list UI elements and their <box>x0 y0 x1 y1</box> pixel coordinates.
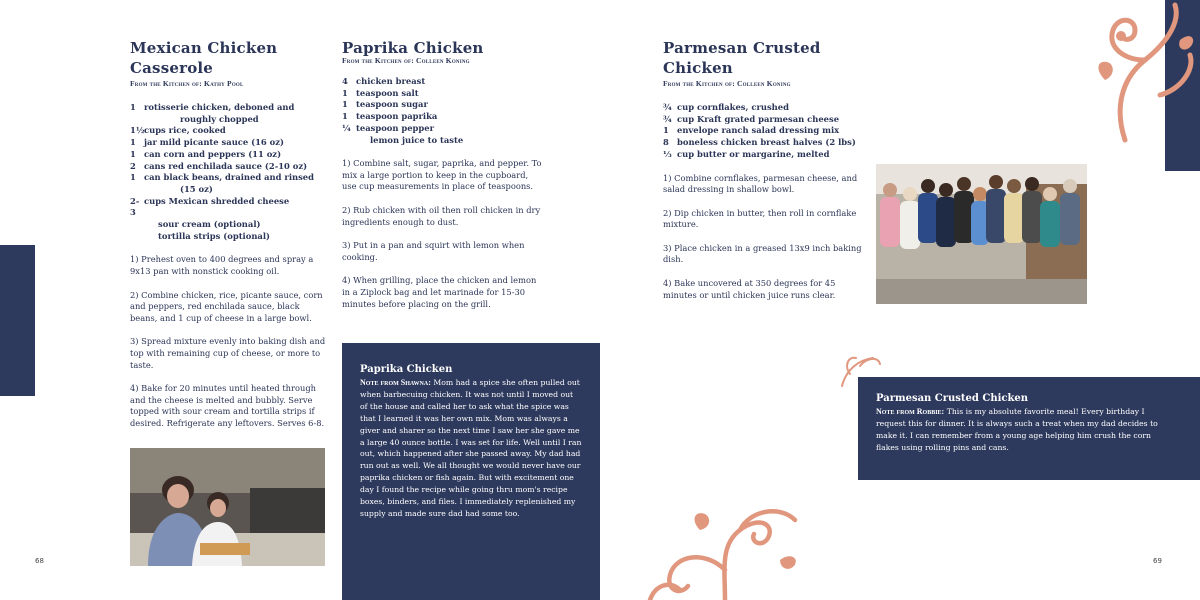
ingredient-text: roughly chopped <box>180 113 259 124</box>
steps <box>663 173 863 302</box>
note-title: Paprika Chicken <box>360 364 453 375</box>
ingredient-text: teaspoon pepper <box>356 122 435 133</box>
recipe-paprika-chicken <box>342 38 542 310</box>
ingredient-qty: 2 <box>130 160 136 171</box>
ingredient-qty: ¾ <box>663 102 672 112</box>
ingredient-text: cups rice, cooked <box>144 125 226 136</box>
step-1: 1) Combine salt, sugar, paprika, and pepper. To mix a large portion to keep in the cupboard, use cup measurements in place of teaspoons. <box>342 158 542 192</box>
ingredient-text: (15 oz) <box>180 183 213 194</box>
ingredient-qty: 1 <box>342 87 348 98</box>
ingredient-qty: 1 <box>342 111 348 122</box>
ingredient-text: rotisserie chicken, deboned and <box>144 102 295 112</box>
recipe-mexican-chicken <box>130 38 328 430</box>
ingredient-row <box>342 99 542 111</box>
ingredient-row <box>663 125 863 137</box>
ingredient-row <box>130 114 328 126</box>
note-body <box>876 406 1166 454</box>
note-panel-parmesan <box>858 377 1200 480</box>
ingredient-text: teaspoon salt <box>356 87 419 98</box>
page-number-left: 68 <box>35 557 44 565</box>
ingredient-qty: 1 <box>130 137 136 148</box>
ingredient-qty: 1 <box>130 102 136 112</box>
ingredient-text: teaspoon paprika <box>356 111 438 122</box>
ingredient-text: cups Mexican shredded cheese <box>144 195 290 206</box>
ingredient-row <box>130 172 328 184</box>
ingredient-row <box>663 137 863 149</box>
step-4: 4) When grilling, place the chicken and lemon in a Ziplock bag and let marinade for 15-30 minutes before placing on the grill. <box>342 275 537 309</box>
step-4: 4) Bake uncovered at 350 degrees for 45 minutes or until chicken juice runs clear. <box>663 278 836 300</box>
ingredient-text: cans red enchilada sauce (2-10 oz) <box>144 160 308 171</box>
ingredient-text: sour cream (optional) <box>158 219 261 230</box>
note-body <box>360 377 582 520</box>
recipe-kitchen: From the Kitchen of: Colleen Koning <box>342 56 470 65</box>
left-edge-tab <box>0 245 35 396</box>
ingredient-row <box>130 161 328 173</box>
ingredient-qty <box>130 231 144 243</box>
ingredient-list <box>342 76 542 146</box>
step-1: 1) Prehest oven to 400 degrees and spray a 9x13 pan with nonstick cooking oil. <box>130 254 314 277</box>
recipe-title: Paprika Chicken <box>342 39 484 57</box>
ingredient-text: envelope ranch salad dressing mix <box>677 125 840 136</box>
ingredient-row <box>130 137 328 149</box>
ingredient-row <box>130 196 328 219</box>
ingredient-qty: 8 <box>663 137 669 148</box>
ingredient-row <box>663 149 863 161</box>
ingredient-text: jar mild picante sauce (16 oz) <box>144 137 284 148</box>
note-panel-paprika <box>342 343 600 600</box>
ingredient-row <box>130 149 328 161</box>
ingredient-text: teaspoon sugar <box>356 99 428 110</box>
ingredient-qty: 4 <box>342 76 348 86</box>
ingredient-qty: 1 <box>663 125 669 136</box>
ingredient-qty: ¼ <box>342 122 351 133</box>
recipe-title: Mexican Chicken Casserole <box>130 39 278 77</box>
ingredient-qty <box>342 135 356 147</box>
ingredient-row <box>663 102 863 114</box>
step-3: 3) Place chicken in a greased 13x9 inch baking dish. <box>663 242 862 265</box>
recipe-kitchen: From the Kitchen of: Colleen Koning <box>663 79 791 88</box>
ingredient-list <box>663 102 863 161</box>
step-3: 3) Put in a pan and squirt with lemon when cooking. <box>342 240 525 262</box>
ingredient-text: cup butter or margarine, melted <box>677 148 830 159</box>
ingredient-text: can corn and peppers (11 oz) <box>144 148 282 159</box>
ingredient-text: tortilla strips (optional) <box>158 230 270 241</box>
ingredient-text: lemon juice to taste <box>370 134 464 145</box>
ingredient-row <box>130 125 328 137</box>
ingredient-row <box>130 219 328 231</box>
ingredient-qty: 1 <box>130 148 136 159</box>
ingredient-list <box>130 102 328 242</box>
flourish-bottom-icon <box>640 500 810 600</box>
steps <box>342 158 542 310</box>
ingredient-text: boneless chicken breast halves (2 lbs) <box>677 137 856 148</box>
ingredient-row <box>342 88 542 100</box>
ingredient-row <box>342 135 542 147</box>
recipe-title: Parmesan Crusted Chicken <box>663 39 821 77</box>
ingredient-text: chicken breast <box>356 76 426 86</box>
ingredient-row <box>342 76 542 88</box>
ingredient-row <box>130 231 328 243</box>
ingredient-row <box>663 114 863 126</box>
step-4: 4) Bake for 20 minutes until heated through and the cheese is melted and bubbly. Serve topped with sour cream and tortilla strips if desired. Refrigerate any leftovers. Serves 6-8. <box>130 383 325 428</box>
ingredient-qty <box>130 114 144 126</box>
ingredient-qty: 1 <box>342 99 348 110</box>
ingredient-row <box>130 102 328 114</box>
ingredient-text: cup Kraft grated parmesan cheese <box>677 113 840 124</box>
note-title: Parmesan Crusted Chicken <box>876 393 1029 404</box>
step-3: 3) Spread mixture evenly into baking dish and top with remaining cup of cheese, or more to taste. <box>130 336 326 370</box>
recipe-parmesan-chicken <box>663 38 863 301</box>
note-text: This is my absolute favorite meal! Every birthday I request this for dinner. It is always such a treat when my dad decides to make it. I can remember from a young age helping him crush the corn flakes using rolling pins and cans. <box>876 407 1158 452</box>
ingredient-qty: 2-3 <box>130 195 140 218</box>
ingredient-qty <box>130 184 144 196</box>
ingredient-qty <box>130 219 144 231</box>
ingredient-qty: 1½ <box>130 125 145 136</box>
ingredient-qty: 1 <box>130 172 136 183</box>
step-2: 2) Dip chicken in butter, then roll in cornflake mixture. <box>663 207 857 230</box>
ingredient-row <box>342 111 542 123</box>
note-label: Note from Robbie: <box>876 407 945 416</box>
ingredient-qty: ¾ <box>663 113 672 124</box>
recipe-kitchen: From the Kitchen of: Kathy Pool <box>130 79 244 88</box>
step-1: 1) Combine cornflakes, parmesan cheese, and salad dressing in shallow bowl. <box>663 172 858 195</box>
ingredient-qty: ⅓ <box>663 148 672 159</box>
note-text: Mom had a spice she often pulled out when barbecuing chicken. It was not until I moved out of the house and called her to ask what the spice was that I learned it was her own mix. Mom was always a giver and sharer so the next time I saw her she gave me a large 40 ounce bottle. I was set for life. Well until I ran out, which happened after she passed away. My dad had run out as well. We all thought we would never have our paprika chicken or fish again. But with excitement one day I found the recipe while going thru mom's recipe boxes, binders, and files. I immediately replenished my supply and made sure dad had some too. <box>360 378 582 518</box>
flourish-top-right-icon <box>1085 0 1200 145</box>
step-2: 2) Rub chicken with oil then roll chicken in dry ingredients enough to dust. <box>342 205 541 227</box>
ingredient-row <box>130 184 328 196</box>
steps <box>130 254 328 429</box>
ingredient-text: can black beans, drained and rinsed <box>144 172 314 183</box>
step-2: 2) Combine chicken, rice, picante sauce, corn and peppers, red enchilada sauce, black beans, and 1 cup of cheese in a large bowl. <box>130 289 323 323</box>
page-number-right: 69 <box>1153 557 1162 565</box>
ingredient-row <box>342 123 542 135</box>
family-group-photo <box>876 164 1087 304</box>
note-label: Note from Shawna: <box>360 378 431 387</box>
ingredient-text: cup cornflakes, crushed <box>677 102 789 112</box>
family-photo-kitchen <box>130 448 325 566</box>
